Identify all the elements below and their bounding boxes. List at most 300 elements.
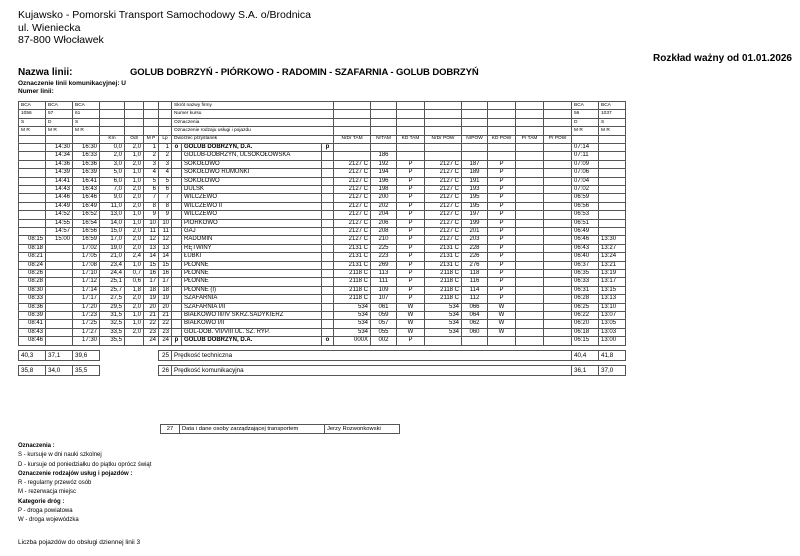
stop-end-marker: [322, 286, 334, 294]
pr-pow: [544, 169, 572, 177]
stop-number-pow: 062: [462, 320, 488, 328]
pr-pow: [544, 270, 572, 278]
distance: 2,0: [125, 295, 144, 303]
departure-time: [19, 219, 46, 227]
pr-pow: [544, 253, 572, 261]
return-time: 06:49: [572, 228, 599, 236]
stop-number-tam: 223: [371, 253, 397, 261]
header-right-cell: 1037: [599, 110, 626, 118]
distance: 2,0: [125, 185, 144, 193]
departure-time: [46, 337, 73, 345]
road-number-tam: 2127 C: [334, 228, 371, 236]
return-time: 06:33: [572, 278, 599, 286]
stop-number-tam: 192: [371, 160, 397, 168]
departure-time: 14:41: [46, 177, 73, 185]
return-time: 13:24: [599, 253, 626, 261]
stop-number-pow: 189: [462, 169, 488, 177]
stop-number-pow: 193: [462, 185, 488, 193]
road-category-tam: P: [397, 185, 425, 193]
road-category-pow: [488, 143, 516, 151]
table-row: [19, 261, 626, 269]
col-header-odl: [125, 102, 144, 110]
col-header-mp: [144, 102, 159, 110]
road-number-tam: 2127 C: [334, 236, 371, 244]
lp: 2: [159, 152, 172, 160]
stop-end-marker: [322, 177, 334, 185]
return-time: [599, 169, 626, 177]
pr-pow: [544, 320, 572, 328]
col-header-odl: [125, 110, 144, 118]
stop-name: BIAŁKOWO I/II: [182, 320, 322, 328]
departure-time: 14:39: [46, 169, 73, 177]
stop-end-marker: [322, 261, 334, 269]
stop-marker: [172, 328, 182, 336]
stop-number-tam: 061: [371, 303, 397, 311]
departure-time: 08:18: [19, 244, 46, 252]
pr-pow: [544, 228, 572, 236]
departure-time: 16:54: [73, 219, 100, 227]
pr-tam: [516, 211, 544, 219]
company-street: ul. Wieniecka: [18, 21, 81, 34]
road-category-tam: P: [397, 194, 425, 202]
return-time: 13:00: [599, 337, 626, 345]
col-header-km: [100, 127, 125, 135]
header-left-cell: BCA: [46, 102, 73, 110]
road-number-pow: 2127 C: [425, 202, 462, 210]
pr-pow: [544, 194, 572, 202]
departure-time: 16:43: [73, 185, 100, 193]
road-category-tam: [397, 143, 425, 151]
lp: 21: [159, 312, 172, 320]
distance: 1,0: [125, 219, 144, 227]
stop-end-marker: [322, 270, 334, 278]
road-number-tam: 2127 C: [334, 185, 371, 193]
km: 3,0: [100, 160, 125, 168]
total-value: 41,8: [599, 350, 626, 360]
stop-number-tam: 055: [371, 328, 397, 336]
header-right-cell: D: [572, 118, 599, 126]
col-header-prpow: [544, 110, 572, 118]
km: 32,5: [100, 320, 125, 328]
table-row: [19, 270, 626, 278]
departure-time: 16:39: [73, 169, 100, 177]
departure-time: 14:49: [46, 202, 73, 210]
departure-time: [46, 278, 73, 286]
return-time: 06:15: [572, 337, 599, 345]
header-mid-cell: Numer kursu: [172, 110, 334, 118]
road-number-tam: 534: [334, 328, 371, 336]
pr-pow: [544, 261, 572, 269]
lp: 20: [159, 303, 172, 311]
total-value: 35,8: [19, 365, 46, 375]
pr-tam: [516, 328, 544, 336]
departure-time: 08:41: [19, 320, 46, 328]
pr-tam: [516, 236, 544, 244]
departure-time: 08:46: [19, 337, 46, 345]
road-category-tam: W: [397, 303, 425, 311]
table-row: [19, 312, 626, 320]
return-time: [599, 228, 626, 236]
distance: 2,4: [125, 253, 144, 261]
stop-number-tam: 109: [371, 286, 397, 294]
departure-time: 08:26: [19, 270, 46, 278]
stop-marker: o: [172, 143, 182, 151]
totals-row: [19, 350, 626, 360]
stop-end-marker: [322, 236, 334, 244]
total-value: 34,0: [46, 365, 73, 375]
stop-name: GAJ: [182, 228, 322, 236]
header-left-cell: S: [19, 118, 46, 126]
stop-name: DULSK: [182, 185, 322, 193]
km: 11,0: [100, 202, 125, 210]
col-header-nrdtam: [334, 110, 371, 118]
header-right-cell: M R: [599, 127, 626, 135]
col-header-prpow: Pr POW: [544, 135, 572, 143]
stop-marker: [172, 303, 182, 311]
stop-name: WILCZEWO II: [182, 202, 322, 210]
road-number-pow: 2127 C: [425, 177, 462, 185]
total-value: 35,5: [73, 365, 100, 375]
return-time: [599, 211, 626, 219]
col-header-lp: [159, 110, 172, 118]
km: 7,0: [100, 185, 125, 193]
totals-row: [19, 365, 626, 375]
road-number-pow: 534: [425, 312, 462, 320]
stop-number-pow: [462, 152, 488, 160]
departure-time: 16:30: [73, 143, 100, 151]
col-header-prtam: [516, 118, 544, 126]
line-name: GOLUB DOBRZYŃ - PIÓRKOWO - RADOMIN - SZAFARNIA - GOLUB DOBRZYŃ: [130, 67, 479, 78]
legend: [18, 442, 151, 526]
header-right-cell: [572, 135, 599, 143]
total-value: 37,1: [46, 350, 73, 360]
lp: 7: [159, 194, 172, 202]
stop-marker: [172, 177, 182, 185]
col-header-nrdrpow: [425, 127, 462, 135]
return-time: [599, 202, 626, 210]
departure-time: [46, 261, 73, 269]
company-address: [18, 9, 311, 47]
stop-end-marker: [322, 295, 334, 303]
lp: 25: [159, 350, 172, 360]
return-time: [599, 219, 626, 227]
departure-time: [19, 228, 46, 236]
total-value: 39,6: [73, 350, 100, 360]
return-time: 13:05: [599, 320, 626, 328]
pr-tam: [516, 169, 544, 177]
road-category-pow: P: [488, 253, 516, 261]
road-number-tam: 2127 C: [334, 211, 371, 219]
distance: 2,0: [125, 303, 144, 311]
return-time: 06:18: [572, 328, 599, 336]
mp: 13: [144, 244, 159, 252]
col-header-kdpow: [488, 127, 516, 135]
road-number-pow: 2127 C: [425, 211, 462, 219]
lp: 10: [159, 219, 172, 227]
header-left-cell: D: [46, 118, 73, 126]
departure-time: 08:30: [19, 286, 46, 294]
stop-marker: [172, 160, 182, 168]
road-number-tam: 2127 C: [334, 202, 371, 210]
mp: 22: [144, 320, 159, 328]
road-number-tam: 2127 C: [334, 219, 371, 227]
return-time: 07:06: [572, 169, 599, 177]
pr-pow: [544, 236, 572, 244]
stop-name: GOLUB DOBRZYŃ, D.A.: [182, 337, 322, 345]
distance: 2,0: [125, 143, 144, 151]
pr-tam: [516, 202, 544, 210]
lp: 18: [159, 286, 172, 294]
header-left-cell: M R: [73, 127, 100, 135]
km: 23,4: [100, 261, 125, 269]
departure-time: [46, 295, 73, 303]
km: 25,7: [100, 286, 125, 294]
stop-marker: [172, 253, 182, 261]
empty: [144, 350, 159, 360]
road-category-pow: P: [488, 202, 516, 210]
lp: 6: [159, 185, 172, 193]
road-number-pow: 2127 C: [425, 160, 462, 168]
col-header-mp: [144, 127, 159, 135]
mp: 9: [144, 211, 159, 219]
distance: 1,0: [125, 312, 144, 320]
distance: 2,0: [125, 236, 144, 244]
road-number-pow: [425, 152, 462, 160]
road-category-tam: P: [397, 228, 425, 236]
road-category-tam: W: [397, 320, 425, 328]
col-header-prtam: [516, 102, 544, 110]
road-number-pow: 2131 C: [425, 261, 462, 269]
footer-table: [160, 424, 400, 434]
pr-tam: [516, 337, 544, 345]
mp: 21: [144, 312, 159, 320]
pr-tam: [516, 143, 544, 151]
stop-number-pow: [462, 143, 488, 151]
lp: 13: [159, 244, 172, 252]
departure-time: [19, 211, 46, 219]
table-row: [19, 228, 626, 236]
distance: 2,0: [125, 202, 144, 210]
departure-time: 16:52: [73, 211, 100, 219]
stop-number-pow: 197: [462, 211, 488, 219]
stop-end-marker: [322, 312, 334, 320]
road-category-pow: W: [488, 312, 516, 320]
departure-time: 14:43: [46, 185, 73, 193]
distance: 1,0: [125, 169, 144, 177]
stop-end-marker: [322, 278, 334, 286]
col-header-nrtam: [371, 110, 397, 118]
stop-name: PŁONNE: [182, 278, 322, 286]
stop-name: SOKOŁOWO: [182, 160, 322, 168]
header-right-cell: BCA: [572, 102, 599, 110]
road-number-pow: 534: [425, 303, 462, 311]
departure-time: [19, 202, 46, 210]
mp: 6: [144, 185, 159, 193]
stop-number-tam: 111: [371, 278, 397, 286]
footer-label: Data i dane osoby zarządzającej transportem: [180, 425, 325, 434]
departure-time: [46, 270, 73, 278]
road-category-tam: P: [397, 219, 425, 227]
pr-tam: [516, 286, 544, 294]
table-row: [19, 194, 626, 202]
mp: 16: [144, 270, 159, 278]
stop-name: PŁONNE: [182, 270, 322, 278]
pr-pow: [544, 211, 572, 219]
distance: 0,7: [125, 270, 144, 278]
lp: 22: [159, 320, 172, 328]
stop-number-pow: 116: [462, 278, 488, 286]
km: 13,0: [100, 211, 125, 219]
table-row: [19, 169, 626, 177]
stop-number-pow: 228: [462, 244, 488, 252]
stop-number-tam: 225: [371, 244, 397, 252]
table-row: [19, 177, 626, 185]
table-row: [19, 185, 626, 193]
stop-number-tam: 107: [371, 295, 397, 303]
mp: 23: [144, 328, 159, 336]
departure-time: [19, 160, 46, 168]
departure-time: [19, 143, 46, 151]
road-category-tam: P: [397, 160, 425, 168]
km: 27,5: [100, 295, 125, 303]
col-header-kdtam: [397, 110, 425, 118]
total-value: 37,0: [599, 365, 626, 375]
departure-time: 16:56: [73, 228, 100, 236]
road-number-tam: [334, 152, 371, 160]
stop-end-marker: [322, 160, 334, 168]
total-value: 36,1: [572, 365, 599, 375]
col-header-prtam: [516, 127, 544, 135]
stop-number-tam: 059: [371, 312, 397, 320]
col-header-kdpow: [488, 110, 516, 118]
lp: 19: [159, 295, 172, 303]
line-code-block: [18, 80, 126, 96]
lp: 4: [159, 169, 172, 177]
departure-time: 17:30: [73, 337, 100, 345]
road-number-pow: 2127 C: [425, 194, 462, 202]
road-category-pow: W: [488, 320, 516, 328]
distance: 0,6: [125, 278, 144, 286]
stop-number-pow: 276: [462, 261, 488, 269]
departure-time: 16:59: [73, 236, 100, 244]
header-left-cell: [46, 135, 73, 143]
road-category-pow: [488, 337, 516, 345]
departure-time: [46, 244, 73, 252]
table-row: [19, 278, 626, 286]
departure-time: 17:17: [73, 295, 100, 303]
road-number-pow: 2118 C: [425, 286, 462, 294]
departure-time: 08:39: [19, 312, 46, 320]
col-header-lp: Lp: [159, 135, 172, 143]
lp: 8: [159, 202, 172, 210]
col-header-odl: Odl: [125, 135, 144, 143]
col-header-nrdrpow: [425, 110, 462, 118]
col-header-kdpow: [488, 118, 516, 126]
km: 25,1: [100, 278, 125, 286]
road-category-tam: P: [397, 253, 425, 261]
road-category-pow: P: [488, 278, 516, 286]
road-category-pow: P: [488, 211, 516, 219]
departure-time: 08:15: [19, 236, 46, 244]
stop-number-pow: 112: [462, 295, 488, 303]
distance: 1,0: [125, 211, 144, 219]
departure-time: 17:23: [73, 312, 100, 320]
line-code: Oznaczenie linii komunikacyjnej: U: [18, 80, 127, 87]
legend-title: Oznaczenia :: [18, 443, 55, 449]
road-category-tam: P: [397, 169, 425, 177]
table-row: [19, 320, 626, 328]
distance: 1,0: [125, 320, 144, 328]
col-header-kdtam: [397, 127, 425, 135]
mp: 19: [144, 295, 159, 303]
road-category-tam: P: [397, 286, 425, 294]
departure-time: 16:41: [73, 177, 100, 185]
distance: 2,0: [125, 228, 144, 236]
road-category-tam: P: [397, 278, 425, 286]
departure-time: [19, 177, 46, 185]
col-header-prpow: [544, 127, 572, 135]
pr-pow: [544, 160, 572, 168]
stop-end-marker: [322, 211, 334, 219]
stop-end-marker: [322, 202, 334, 210]
col-header-odl: [125, 127, 144, 135]
road-number-pow: [425, 337, 462, 345]
return-time: 06:46: [572, 236, 599, 244]
col-header-nrtam: [371, 102, 397, 110]
col-header-kdpow: [488, 102, 516, 110]
road-number-tam: 000X: [334, 337, 371, 345]
stop-number-tam: 002: [371, 337, 397, 345]
mp: 18: [144, 286, 159, 294]
stop-name: GOLUB-DOBRZYŃ, ULSOKOŁOWSKA: [182, 152, 322, 160]
company-city: 87-800 Włocławek: [18, 34, 104, 46]
stop-marker: [172, 295, 182, 303]
departure-time: 14:46: [46, 194, 73, 202]
stop-number-tam: 186: [371, 152, 397, 160]
departure-time: 08:21: [19, 253, 46, 261]
pr-tam: [516, 152, 544, 160]
road-category-tam: P: [397, 177, 425, 185]
pr-pow: [544, 337, 572, 345]
col-header-prpow: [544, 102, 572, 110]
road-category-pow: P: [488, 295, 516, 303]
stop-number-tam: 208: [371, 228, 397, 236]
stop-name: PIÓRKOWO: [182, 219, 322, 227]
departure-time: 14:34: [46, 152, 73, 160]
return-time: 06:56: [572, 202, 599, 210]
road-number-tam: [334, 143, 371, 151]
pr-pow: [544, 312, 572, 320]
header-left-cell: [73, 135, 100, 143]
departure-time: 16:46: [73, 194, 100, 202]
road-category-tam: P: [397, 244, 425, 252]
empty: [144, 365, 159, 375]
stop-marker: [172, 185, 182, 193]
col-header-mp: [144, 110, 159, 118]
departure-time: [19, 185, 46, 193]
km: 19,0: [100, 244, 125, 252]
stop-end-marker: [322, 253, 334, 261]
stop-name: SOKOŁOWO RUMUNKI: [182, 169, 322, 177]
header-left-cell: M R: [19, 127, 46, 135]
pr-pow: [544, 328, 572, 336]
header-left-cell: BCA: [73, 102, 100, 110]
road-category-tam: W: [397, 312, 425, 320]
stop-end-marker: o: [322, 337, 334, 345]
return-time: 06:31: [572, 286, 599, 294]
road-number-tam: 2127 C: [334, 160, 371, 168]
col-header-nrpow: NrPOW: [462, 135, 488, 143]
